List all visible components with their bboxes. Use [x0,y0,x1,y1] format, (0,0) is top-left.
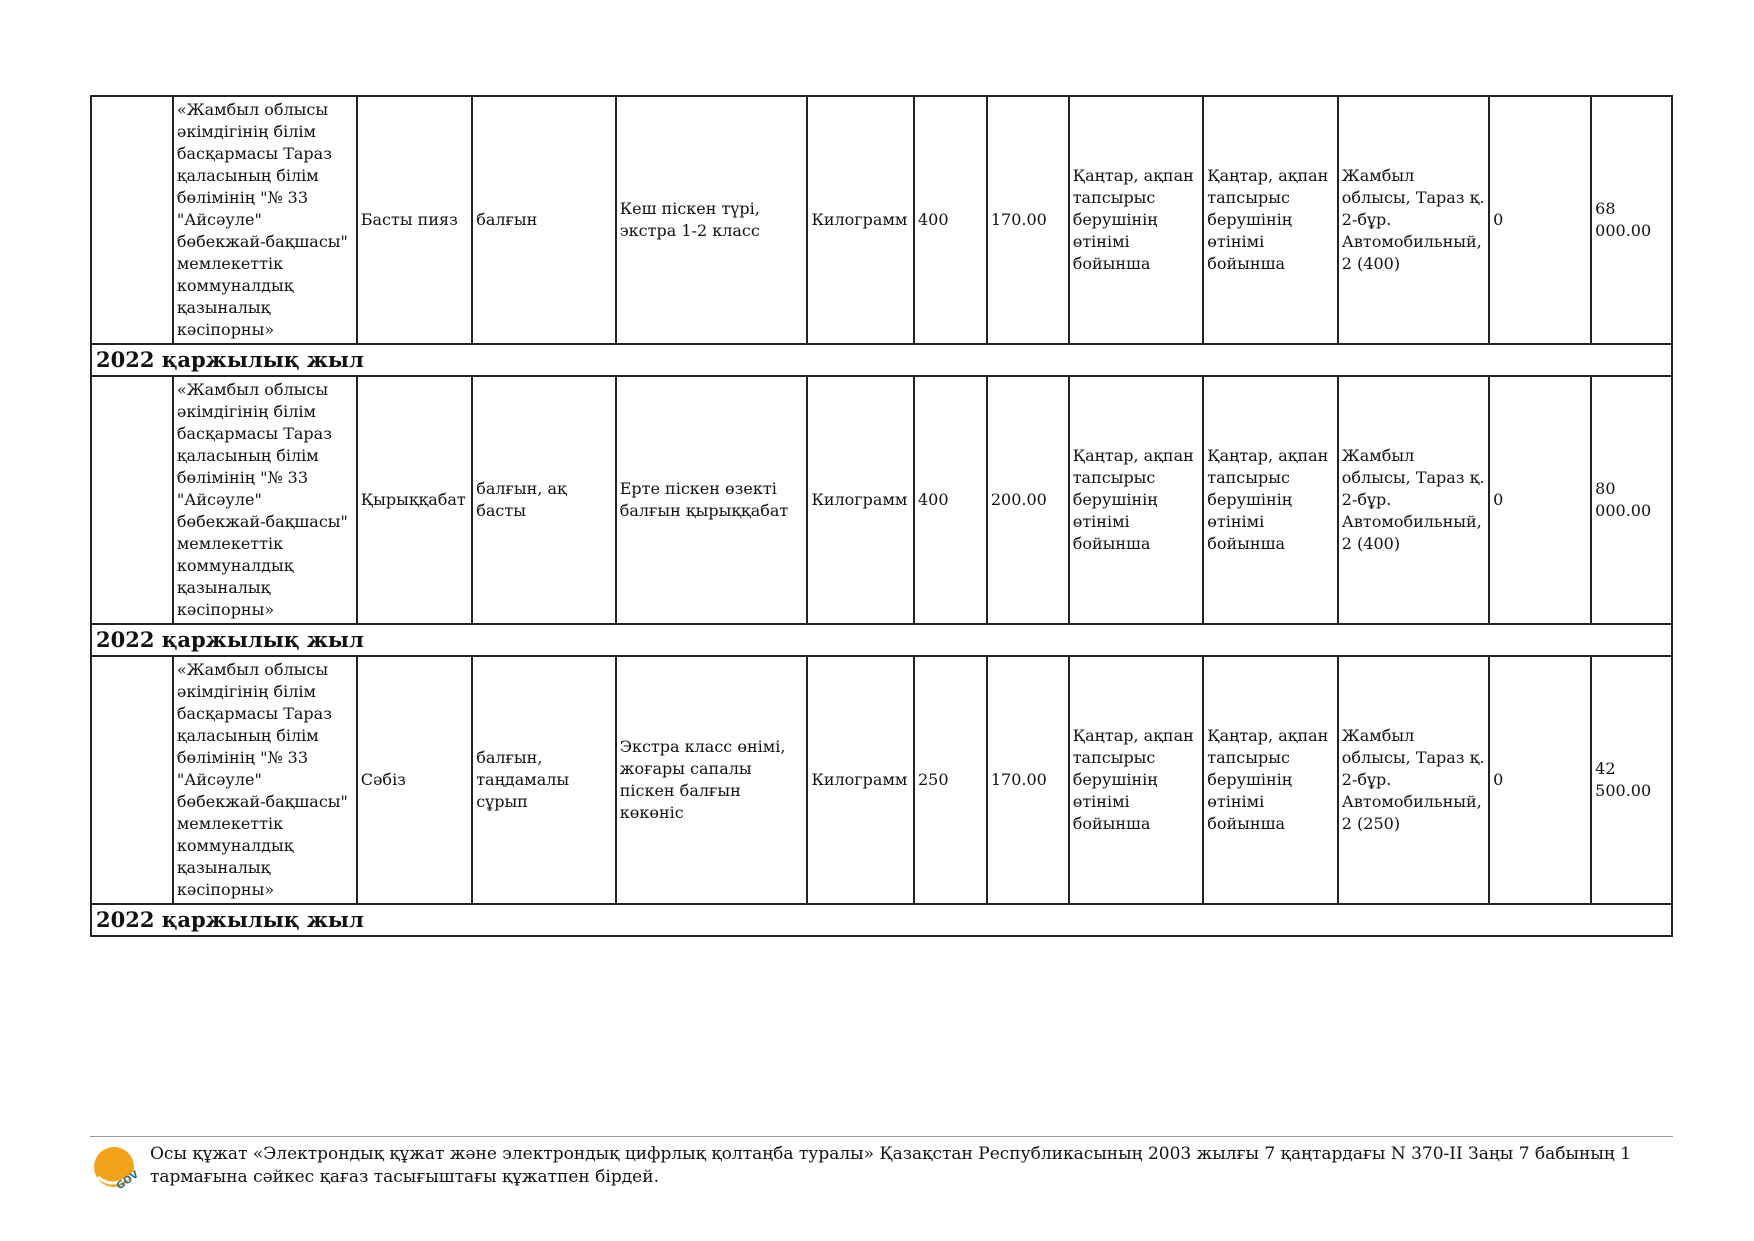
delivery-place-cell: Жамбыл облысы, Тараз қ. 2-бұр. Автомобильный, 2 (400) [1338,96,1489,344]
delivery-term-cell: Қаңтар, ақпан тапсырыс берушінің өтінімі бойынша [1069,96,1204,344]
full-description-cell: Ерте піскен өзекті балғын қырыққабат [616,376,808,624]
table-row [91,96,1672,344]
full-description-cell: Кеш піскен түрі, экстра 1-2 класс [616,96,808,344]
year-label: 2022 қаржылық жыл [91,624,1672,656]
row-number-cell [91,96,173,344]
product-cell: Сәбіз [357,656,472,904]
year-label: 2022 қаржылық жыл [91,344,1672,376]
unit-cell: Килограмм [807,376,914,624]
delivery-place-cell: Жамбыл облысы, Тараз қ. 2-бұр. Автомобильный, 2 (400) [1338,376,1489,624]
delivery-term-cell: Қаңтар, ақпан тапсырыс берушінің өтінімі бойынша [1069,656,1204,904]
price-cell: 170.00 [987,96,1069,344]
row-number-cell [91,656,173,904]
procurement-table [90,95,1673,937]
delivery-place-cell: Жамбыл облысы, Тараз қ. 2-бұр. Автомобильный, 2 (250) [1338,656,1489,904]
advance-cell: 0 [1489,96,1591,344]
logo-mark-letters: GOV [114,1169,140,1191]
total-cell: 42 500.00 [1591,656,1672,904]
quantity-cell: 400 [914,376,987,624]
product-cell: Басты пияз [357,96,472,344]
delivery-term-cell: Қаңтар, ақпан тапсырыс берушінің өтінімі бойынша [1069,376,1204,624]
total-cell: 80 000.00 [1591,376,1672,624]
year-row [91,904,1672,936]
quantity-cell: 400 [914,96,987,344]
customer-cell: «Жамбыл облысы әкімдігінің білім басқармасы Тараз қаласының білім бөлімінің "№ 33 "Айсәуле" бөбекжай-бақшасы" мемлекеттік коммуналдық қазыналық кәсіпорны» [173,376,357,624]
egov-sun-logo-icon [92,1143,140,1191]
advance-cell: 0 [1489,376,1591,624]
table-row [91,376,1672,624]
table-row [91,656,1672,904]
short-description-cell: балғын, таңдамалы сұрып [472,656,616,904]
short-description-cell: балғын [472,96,616,344]
unit-cell: Килограмм [807,96,914,344]
footer-legal-text: Осы құжат «Электрондық құжат және электрондық цифрлық қолтаңба туралы» Қазақстан Республикасының 2003 жылғы 7 қаңтардағы N 370-II Заңы 7 бабының 1 тармағына сәйкес қағаз тасығыштағы құжатпен бірдей. [150,1144,1632,1187]
customer-cell: «Жамбыл облысы әкімдігінің білім басқармасы Тараз қаласының білім бөлімінің "№ 33 "Айсәуле" бөбекжай-бақшасы" мемлекеттік коммуналдық қазыналық кәсіпорны» [173,96,357,344]
year-row [91,344,1672,376]
total-cell: 68 000.00 [1591,96,1672,344]
row-number-cell [91,376,173,624]
advance-cell: 0 [1489,656,1591,904]
delivery-term-cell: Қаңтар, ақпан тапсырыс берушінің өтінімі бойынша [1203,656,1338,904]
egov-logo-graphic [92,1143,140,1191]
product-cell: Қырыққабат [357,376,472,624]
year-row [91,624,1672,656]
delivery-term-cell: Қаңтар, ақпан тапсырыс берушінің өтінімі бойынша [1203,96,1338,344]
customer-cell: «Жамбыл облысы әкімдігінің білім басқармасы Тараз қаласының білім бөлімінің "№ 33 "Айсәуле" бөбекжай-бақшасы" мемлекеттік коммуналдық қазыналық кәсіпорны» [173,656,357,904]
price-cell: 170.00 [987,656,1069,904]
delivery-term-cell: Қаңтар, ақпан тапсырыс берушінің өтінімі бойынша [1203,376,1338,624]
year-label: 2022 қаржылық жыл [91,904,1672,936]
unit-cell: Килограмм [807,656,914,904]
price-cell: 200.00 [987,376,1069,624]
document-footer [90,1136,1673,1191]
short-description-cell: балғын, ақ басты [472,376,616,624]
quantity-cell: 250 [914,656,987,904]
full-description-cell: Экстра класс өнімі, жоғары сапалы піскен балғын көкөніс [616,656,808,904]
